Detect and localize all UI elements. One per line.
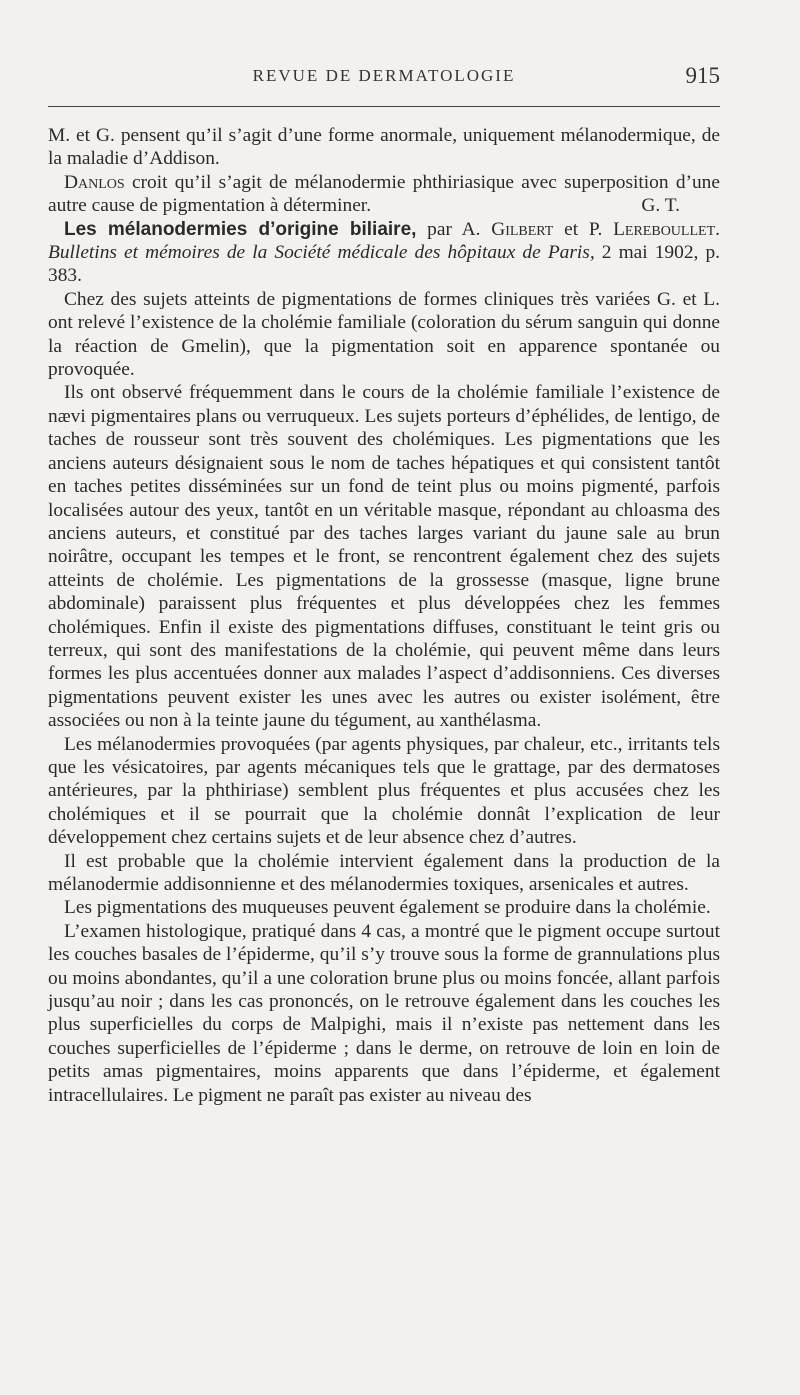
ref-dot: . xyxy=(715,218,720,240)
journal-name: Bulletins et mémoires de la Société médicale des hôpitaux de Paris, xyxy=(48,242,595,264)
page-number: 915 xyxy=(685,63,720,88)
page-header xyxy=(48,63,720,100)
ref-date: 2 mai 1902, p. 383. xyxy=(48,242,720,287)
paragraph-5: Les mélanodermies provoquées (par agents physiques, par chaleur, etc., irritants tels que les vésicatoires, par agents mécaniques tels que le grattage, par des dermatoses antérieures, par la phthiriase) semblent plus fréquentes et plus accusées chez les cholémiques et il se pourrait que la cholémie donnât l’explication de leur développement chez certains sujets et de leur absence chez d’autres. xyxy=(48,733,720,849)
signature: G. T. xyxy=(641,195,680,217)
reference-heading xyxy=(48,218,720,288)
paragraph-3: Chez des sujets atteints de pigmentations de formes cliniques très variées G. et L. ont relevé l’existence de la cholémie familiale (coloration du sérum sanguin qui donne la réaction de Gmelin), que la pigmentation soit en apparence spontanée ou provoquée. xyxy=(48,288,720,381)
author-lereboullet: Lereboullet xyxy=(613,218,716,240)
paragraph-7: Les pigmentations des muqueuses peuvent également se produire dans la cholémie. xyxy=(64,897,711,919)
paragraph-2-text: croit qu’il s’agit de mélanodermie phthiriasique avec superposition d’une autre cause de pigmentation à déterminer. xyxy=(48,171,720,217)
author-danlos: Danlos xyxy=(64,171,125,193)
paragraph-4: Ils ont observé fréquemment dans le cours de la cholémie familiale l’existence de nævi pigmentaires plans ou verruqueux. Les sujets porteurs d’éphélides, de lentigo, de taches de rousseur sont très souvent des cholémiques. Les pigmentations que les anciens auteurs désignaient sous le nom de taches hépatiques et qui consistent tantôt en taches petites disséminées sur un fond de teint plus ou moins pigmenté, parfois localisées autour des yeux, tantôt en un véritable masque, répondant au chloasma des anciens auteurs, et constitué par des taches larges variant du jaune sale au brun noirâtre, occupant les tempes et le front, se rencontrent également chez des sujets atteints de cholémie. Les pigmentations de la grossesse (masque, ligne brune abdominale) paraissent plus fréquentes et plus développées chez les femmes cholémiques. Enfin il existe des pigmentations diffuses, constituant le teint gris ou terreux, qui sont des manifestations de la cholémie, qui peuvent même dans leurs formes les plus accentuées donner aux malades l’aspect d’addisonniens. Ces diverses pigmentations peuvent exister les unes avec les autres ou exister isolément, être associées ou non à la teinte jaune du tégument, au xanthélasma. xyxy=(48,382,720,732)
article-title: Les mélanodermies d’origine biliaire, xyxy=(64,218,417,240)
paragraph-2 xyxy=(48,171,720,218)
running-title: REVUE DE DERMATOLOGIE xyxy=(252,66,516,85)
paragraph-1: M. et G. pensent qu’il s’agit d’une forme anormale, uniquement mélanodermique, de la maladie d’Addison. xyxy=(48,125,720,170)
article-body xyxy=(48,124,720,1107)
paragraph-8: L’examen histologique, pratiqué dans 4 cas, a montré que le pigment occupe surtout les couches basales de l’épiderme, qu’il s’y trouve sous la forme de grannulations plus ou moins abondantes, qu’il a une coloration brune plus ou moins foncée, allant parfois jusqu’au noir ; dans les cas prononcés, on le retrouve également dans les couches les plus superficielles du corps de Malpighi, mais il n’existe pas nettement dans les couches superficielles de l’épiderme ; dans le derme, on retrouve de loin en loin de petits amas pigmentaires, moins apparents que dans l’épiderme, et également intracellulaires. Le pigment ne paraît pas exister au niveau des xyxy=(48,920,720,1106)
author-gilbert: Gilbert xyxy=(491,218,554,240)
header-rule xyxy=(48,106,720,107)
ref-by: par A. xyxy=(416,218,492,240)
paragraph-6: Il est probable que la cholémie intervient également dans la production de la mélanodermie addisonnienne et des mélanodermies toxiques, arsenicales et autres. xyxy=(48,850,720,895)
ref-and: et P. xyxy=(553,218,614,240)
